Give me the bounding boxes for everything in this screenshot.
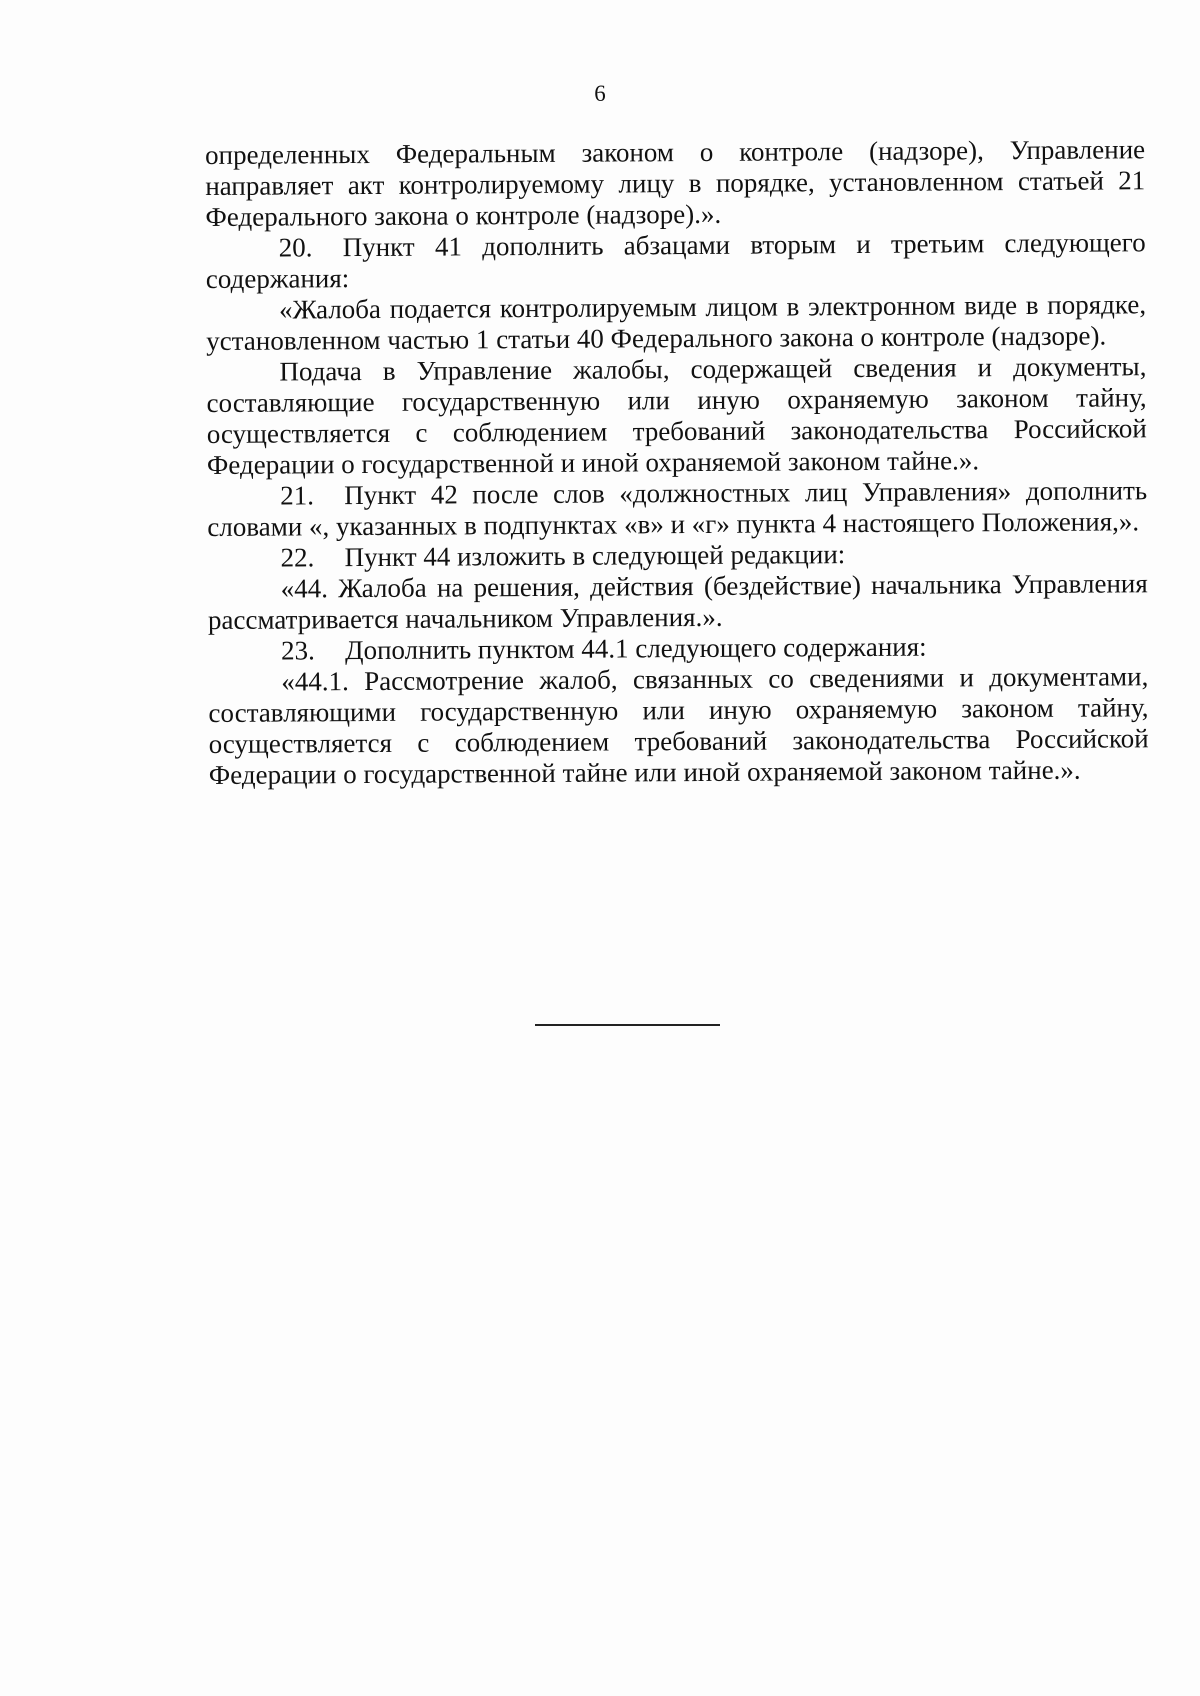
paragraph-quote-complaint	[206, 289, 1146, 357]
paragraph-text: «44. Жалоба на решения, действия (бездействие) начальника Управления рассматривается начальником Управления.».	[207, 568, 1148, 635]
paragraph-quote-44	[208, 568, 1148, 636]
paragraph-text: Пункт 42 после слов «должностных лиц Управления» дополнить словами «, указанных в подпунктах «в» и «г» пункта 4 настоящего Положения,».	[207, 475, 1148, 542]
item-number: 22.	[280, 542, 315, 573]
paragraph-quote-44-1	[208, 661, 1149, 791]
paragraph-text: Дополнить пунктом 44.1 следующего содержания:	[345, 631, 927, 666]
paragraph-item-20	[206, 227, 1146, 295]
paragraph-text: Подача в Управление жалобы, содержащей сведения и документы, составляющие государственную или иную охраняемую законом тайну, осуществляется с соблюдением требований законодательства Российской Федерации о государственной и иной охраняемой законом тайне.».	[206, 351, 1147, 480]
paragraph-quote-filing	[206, 351, 1147, 481]
paragraph-text: «Жалоба подается контролируемым лицом в электронном виде в порядке, установленном частью 1 статьи 40 Федерального закона о контроле (надзоре).	[206, 289, 1147, 356]
paragraph-text: «44.1. Рассмотрение жалоб, связанных со сведениями и документами, составляющими государственную или иную охраняемую законом тайну, осуществляется с соблюдением требований законодательства Российской Федерации о государственной тайне или иной охраняемой законом тайне.».	[208, 661, 1149, 790]
paragraph-text: Пункт 41 дополнить абзацами вторым и третьим следующего содержания:	[205, 227, 1146, 294]
paragraph-continuation	[205, 134, 1146, 233]
paragraph-text: Пункт 44 изложить в следующей редакции:	[344, 539, 846, 573]
document-body	[205, 134, 1149, 791]
page-number: 6	[594, 81, 606, 106]
end-separator-line	[535, 1024, 720, 1026]
paragraph-item-21	[207, 475, 1147, 543]
item-number: 23.	[281, 635, 315, 666]
item-number: 20.	[278, 232, 313, 263]
item-number: 21.	[280, 480, 315, 511]
paragraph-text: определенных Федеральным законом о контроле (надзоре), Управление направляет акт контролируемому лицу в порядке, установленном статьей 21 Федерального закона о контроле (надзоре).».	[205, 134, 1146, 232]
